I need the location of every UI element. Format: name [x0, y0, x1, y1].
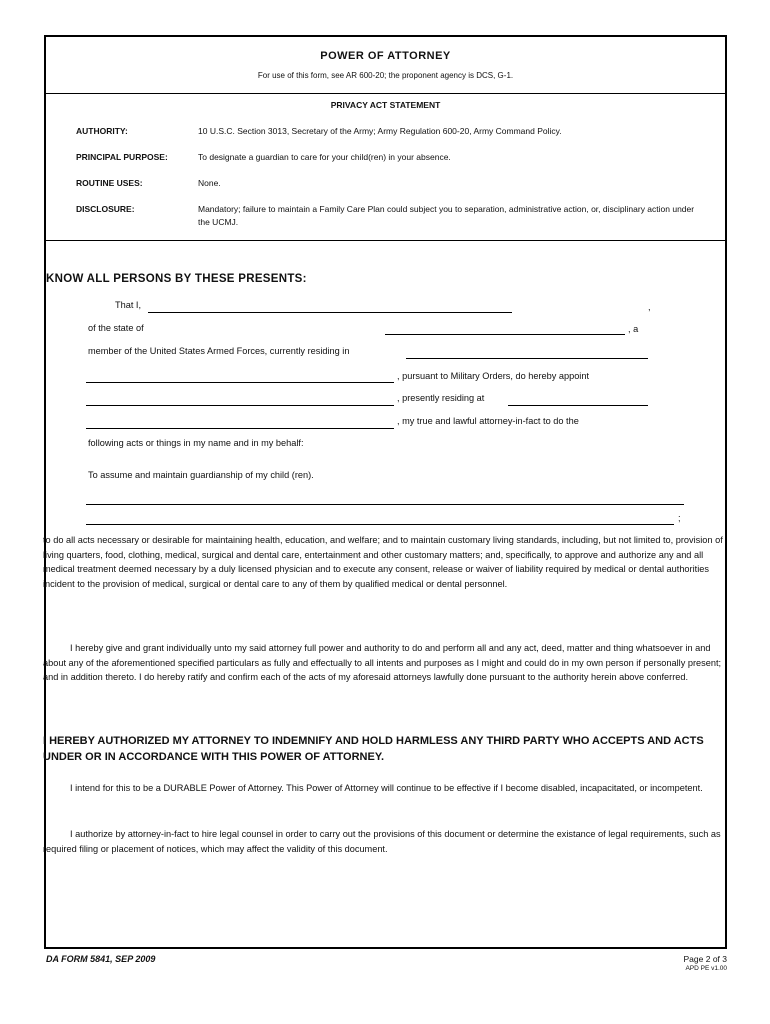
- semicolon-text: ;: [678, 513, 681, 523]
- privacy-label: ROUTINE USES:: [76, 178, 143, 188]
- member-label: member of the United States Armed Forces, currently residing in: [88, 346, 350, 356]
- assume-guardianship-text: To assume and maintain guardianship of my child (ren).: [88, 470, 314, 480]
- privacy-act-statement: [46, 94, 725, 241]
- know-all-persons-heading: KNOW ALL PERSONS BY THESE PRESENTS:: [46, 273, 307, 285]
- privacy-value: 10 U.S.C. Section 3013, Secretary of the Army; Army Regulation 600-20, Army Command Policy.: [198, 126, 562, 136]
- privacy-label: DISCLOSURE:: [76, 204, 135, 214]
- state-field[interactable]: [385, 334, 625, 335]
- guardian-field-2[interactable]: [86, 405, 394, 406]
- form-version: APD PE v1.00: [685, 965, 727, 972]
- page-number: Page 2 of 3: [683, 954, 727, 964]
- children-field-2[interactable]: [86, 524, 674, 525]
- privacy-label: PRINCIPAL PURPOSE:: [76, 152, 168, 162]
- privacy-title: PRIVACY ACT STATEMENT: [330, 100, 441, 110]
- grant-paragraph: I hereby give and grant individually unto my said attorney full power and authority to do and perform all and any act, deed, matter and thing whatsoever in and about any of the aforementioned specified particulars as fully and effectually to all intents and purposes as I might and could do in my own person if personally present; and in addition thereto. I do hereby ratify and confirm each of the acts of my aforesaid attorneys lawfully done pursuant to the authority herein above conferred.: [43, 643, 722, 682]
- comma-a-text: , a: [628, 324, 639, 334]
- presently-residing-text: , presently residing at: [397, 393, 485, 403]
- true-lawful-text: , my true and lawful attorney-in-fact to do the: [397, 416, 579, 426]
- that-i-label: That I,: [115, 300, 142, 310]
- children-field-1[interactable]: [86, 504, 684, 505]
- form-id: DA FORM 5841, SEP 2009: [46, 954, 156, 964]
- guardian-address-field[interactable]: [508, 405, 648, 406]
- name-field[interactable]: [148, 312, 512, 313]
- privacy-value: To designate a guardian to care for your child(ren) in your absence.: [198, 152, 451, 162]
- pursuant-text: , pursuant to Military Orders, do hereby appoint: [397, 371, 590, 381]
- legal-counsel-paragraph: I authorize by attorney-in-fact to hire legal counsel in order to carry out the provisions of this document or determine the existance of legal requirements, such as required filing or placement of notices, which may affect the validity of this document.: [43, 829, 721, 854]
- durable-paragraph: I intend for this to be a DURABLE Power of Attorney. This Power of Attorney will continue to be effective if I become disabled, incapacitated, or incompetent.: [70, 783, 703, 793]
- residence-field[interactable]: [406, 358, 648, 359]
- privacy-value: None.: [198, 178, 221, 188]
- guardian-field-3[interactable]: [86, 428, 394, 429]
- guardian-name-field[interactable]: [86, 382, 394, 383]
- form-subtitle: For use of this form, see AR 600-20; the proponent agency is DCS, G-1.: [257, 71, 514, 80]
- page-indicator: [684, 954, 727, 972]
- acts-paragraph: to do all acts necessary or desirable for maintaining health, education, and welfare; and to maintain customary living standards, including, but not limited to, provision of living quarters, food, clothing, medical, surgical and dental care, entertainment and other customary matters; and, specifically, to approve and authorize any and all medical treatment deemed necessary by a duly licensed physician and to execute any consent, release or waiver of liability required by medical or dental authorities incident to the provision of medical, surgical or dental care to any of them by qualified medical or dental personnel.: [43, 535, 723, 589]
- form-header: [46, 37, 725, 94]
- following-acts-text: following acts or things in my name and in my behalf:: [88, 438, 304, 448]
- indemnify-paragraph: I HEREBY AUTHORIZED MY ATTORNEY TO INDEMNIFY AND HOLD HARMLESS ANY THIRD PARTY WHO ACCEPTS AND ACTS UNDER OR IN ACCORDANCE WITH THIS POWER OF ATTORNEY.: [43, 735, 704, 763]
- privacy-value: Mandatory; failure to maintain a Family Care Plan could subject you to separation, administrative action, or, disciplinary action under the UCMJ.: [198, 204, 695, 227]
- comma-text: ,: [648, 302, 651, 312]
- privacy-label: AUTHORITY:: [76, 126, 128, 136]
- form-title: POWER OF ATTORNEY: [320, 50, 451, 62]
- state-of-label: of the state of: [88, 323, 144, 333]
- form-frame: [44, 35, 727, 949]
